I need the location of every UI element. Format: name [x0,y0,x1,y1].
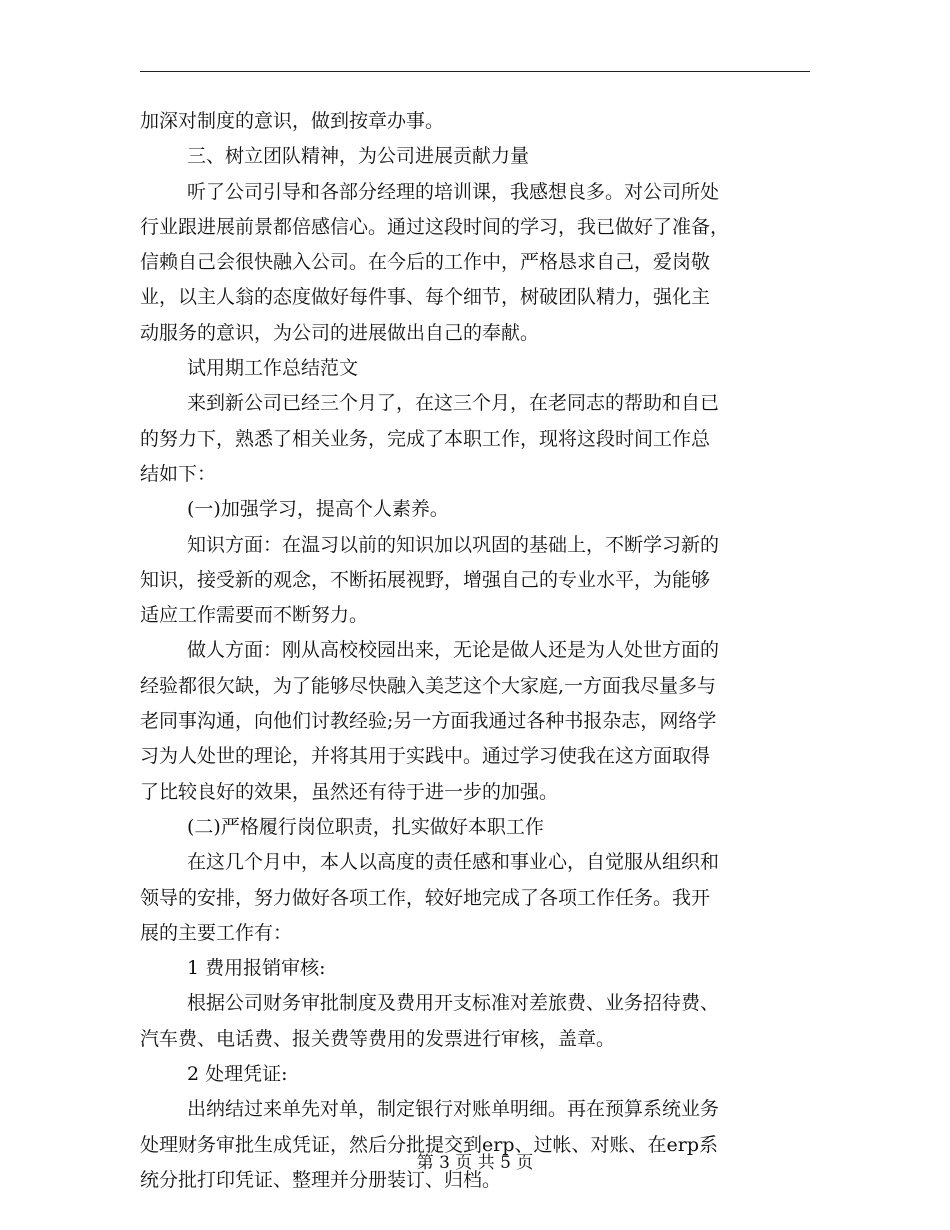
text-line: 来到新公司已经三个月了，在这三个月，在老同志的帮助和自已 [187,392,720,415]
text-line: 处理财务审批生成凭证，然后分批提交到erp、过帐、对账、在erp系 [140,1133,718,1156]
text-line: 加深对制度的意识，做到按章办事。 [140,110,445,132]
text-line: 展的主要工作有： [140,921,293,944]
text-line: 动服务的意识，为公司的进展做出自己的奉献。 [140,321,540,344]
text-line: 1 费用报销审核: [187,957,326,980]
text-line: 出纳结过来单先对单，制定银行对账单明细。再在预算系统业务 [187,1098,720,1121]
text-line: 在这几个月中，本人以高度的责任感和事业心，自觉服从组织和 [187,851,720,874]
text-line: 试用期工作总结范文 [187,357,359,380]
text-line: 的努力下，熟悉了相关业务，完成了本职工作，现将这段时间工作总 [140,427,711,450]
text-line: 结如下： [140,462,217,485]
page-number: 第 3 页 共 5 页 [416,1153,534,1173]
document-body [140,104,812,1198]
text-line: 三、树立团队精神，为公司进展贡献力量 [187,145,530,168]
text-line: 统分批打印凭证、整理并分册装订、归档。 [140,1168,502,1191]
header-rule [140,71,810,72]
text-line: 习为人处世的理论，并将其用于实践中。通过学习使我在这方面取得 [140,745,711,768]
text-line: 听了公司引导和各部分经理的培训课，我感想良多。对公司所处 [187,180,720,203]
text-line: 老同事沟通，向他们讨教经验;另一方面我通过各种书报杂志，网络学 [140,710,717,733]
text-line: 了比较良好的效果，虽然还有待于进一步的加强。 [140,780,559,803]
text-line: 信赖自己会很快融入公司。在今后的工作中，严格恳求自己，爱岗敬 [140,251,711,274]
text-line: 做人方面：刚从高校校园出来，无论是做人还是为人处世方面的 [187,639,720,662]
text-line: 经验都很欠缺，为了能够尽快融入美芝这个大家庭,一方面我尽量多与 [140,674,717,697]
text-line: 2 处理凭证: [187,1063,288,1086]
page-footer [0,1152,950,1174]
text-line: 领导的安排，努力做好各项工作，较好地完成了各项工作任务。我开 [140,886,711,909]
text-line: 业，以主人翁的态度做好每件事、每个细节，树破团队精力，强化主 [140,286,711,309]
text-line: 根据公司财务审批制度及费用开支标准对差旅费、业务招待费、 [187,992,720,1015]
text-line: 汽车费、电话费、报关费等费用的发票进行审核，盖章。 [140,1027,616,1050]
text-line: 行业跟进展前景都倍感信心。通过这段时间的学习，我已做好了准备， [140,215,730,238]
text-line: 知识方面：在温习以前的知识加以巩固的基础上，不断学习新的 [187,533,720,556]
text-line: (二)严格履行岗位职责，扎实做好本职工作 [187,815,544,838]
text-line: 知识，接受新的观念，不断拓展视野，增强自己的专业水平，为能够 [140,568,711,591]
text-line: (一)加强学习，提高个人素养。 [187,498,449,521]
text-line: 适应工作需要而不断努力。 [140,604,369,627]
